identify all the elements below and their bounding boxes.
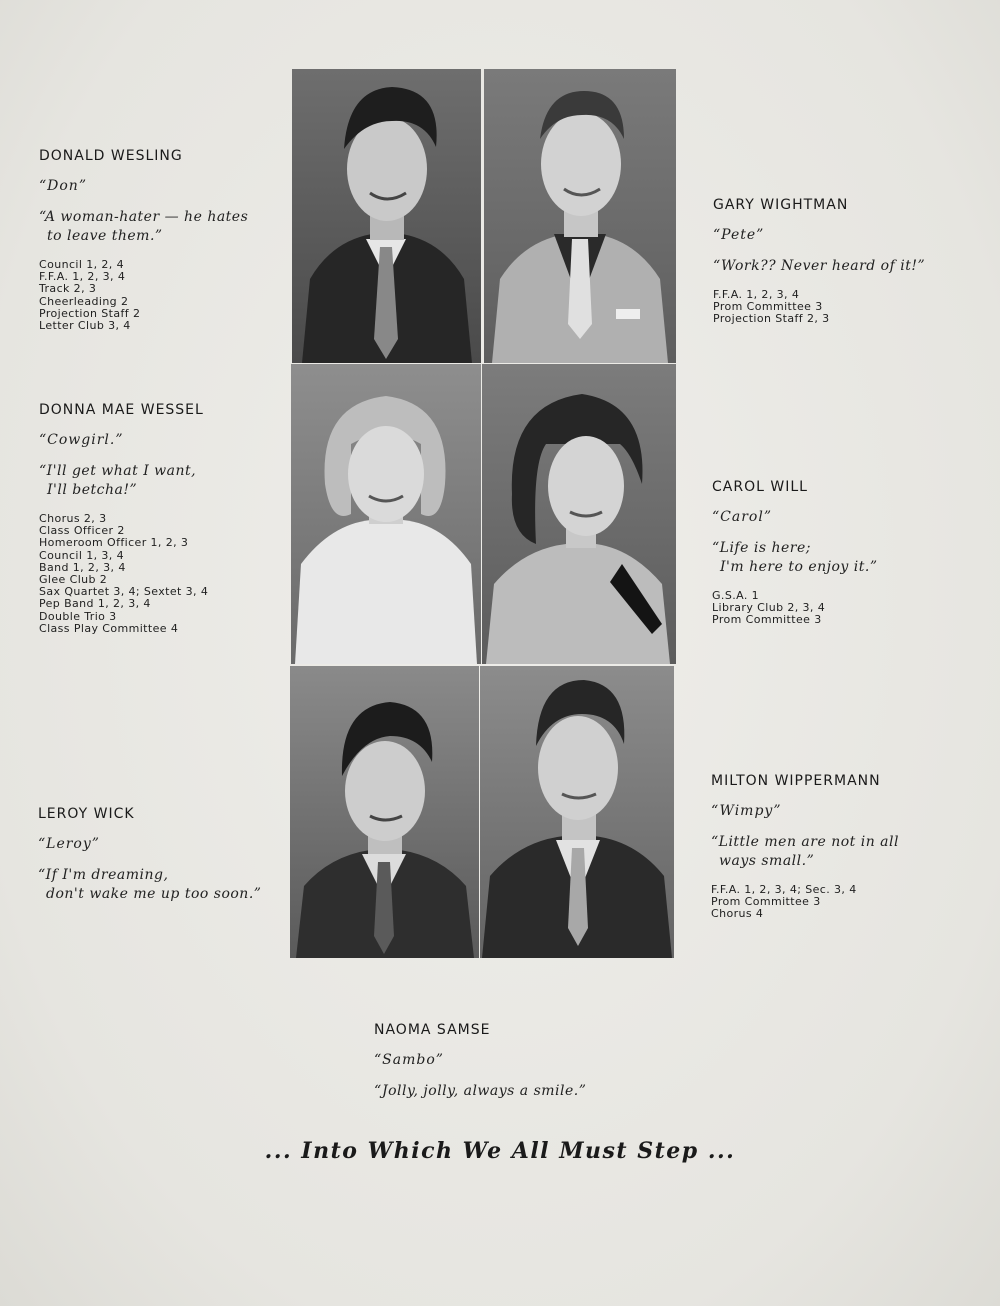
quote-line: “A woman-hater — he hates [39, 209, 249, 225]
student-quote [39, 462, 208, 500]
activity: F.F.A. 1, 2, 3, 4; Sec. 3, 4 [711, 883, 857, 896]
student-nickname: “Don” [39, 178, 87, 194]
activity: Cheerleading 2 [39, 294, 129, 308]
student-entry-naoma-samse [374, 1022, 586, 1101]
activity: Prom Committee 3 [712, 613, 822, 627]
student-activities [711, 884, 899, 921]
student-entry-donna-mae-wessel [39, 402, 208, 635]
activity: Sax Quartet 3, 4; Sextet 3, 4 [39, 585, 209, 599]
portrait-image [290, 666, 479, 958]
student-activities [713, 289, 925, 326]
quote-line: I'll betcha!” [47, 482, 138, 498]
portrait-photo-donna-mae-wessel [291, 364, 481, 664]
portrait-image [482, 364, 676, 664]
activity: Double Trio 3 [39, 609, 117, 623]
activity: Projection Staff 2, 3 [713, 312, 830, 326]
activity: F.F.A. 1, 2, 3, 4 [713, 288, 800, 301]
student-nickname: “Sambo” [374, 1052, 444, 1068]
student-activities [39, 259, 248, 332]
activity: Council 1, 3, 4 [39, 548, 124, 562]
portrait-image [292, 69, 481, 363]
activity: Class Play Committee 4 [39, 621, 179, 635]
portrait-image [291, 364, 481, 664]
student-name: MILTON WIPPERMANN [711, 773, 881, 789]
activity: Chorus 4 [711, 907, 764, 921]
activity: G.S.A. 1 [712, 589, 760, 602]
portrait-photo-gary-wightman [484, 69, 676, 363]
activity: Homeroom Officer 1, 2, 3 [39, 536, 189, 550]
student-quote [39, 208, 248, 246]
student-entry-gary-wightman [713, 197, 925, 326]
student-entry-donald-wesling [39, 148, 248, 332]
student-nickname: “Wimpy” [711, 803, 782, 819]
portrait-photo-donald-wesling [292, 69, 481, 363]
student-quote [38, 866, 261, 904]
student-nickname: “Carol” [712, 509, 772, 525]
student-name: CAROL WILL [712, 479, 808, 495]
activity: Prom Committee 3 [711, 895, 821, 909]
activity: Glee Club 2 [39, 573, 108, 587]
quote-line: “Jolly, jolly, always a smile.” [374, 1083, 587, 1099]
activity: Chorus 2, 3 [39, 512, 107, 525]
portrait-image [484, 69, 676, 363]
portrait-photo-milton-wippermann [480, 666, 674, 958]
portrait-image [480, 666, 674, 958]
quote-line: “Little men are not in all [711, 834, 899, 850]
activity: Prom Committee 3 [713, 300, 823, 314]
quote-line: ways small.” [719, 853, 815, 869]
student-nickname: “Leroy” [38, 836, 100, 852]
activity: Projection Staff 2 [39, 306, 141, 320]
student-entry-milton-wippermann [711, 773, 899, 921]
student-name: GARY WIGHTMAN [713, 197, 849, 213]
student-quote [713, 257, 925, 276]
portrait-photo-leroy-wick [290, 666, 479, 958]
quote-line: to leave them.” [47, 228, 163, 244]
portrait-photo-carol-will [482, 364, 676, 664]
student-nickname: “Pete” [713, 227, 765, 243]
quote-line: “Work?? Never heard of it!” [713, 258, 926, 274]
activity: F.F.A. 1, 2, 3, 4 [39, 270, 126, 284]
student-entry-leroy-wick [38, 806, 261, 904]
quote-line: “If I'm dreaming, [38, 867, 169, 883]
student-entry-carol-will [712, 479, 877, 627]
activity: Track 2, 3 [39, 282, 97, 296]
student-name: LEROY WICK [38, 806, 135, 822]
quote-line: “I'll get what I want, [39, 463, 197, 479]
activity: Class Officer 2 [39, 524, 125, 538]
student-activities [712, 590, 877, 627]
activity: Band 1, 2, 3, 4 [39, 560, 126, 574]
activity: Library Club 2, 3, 4 [712, 601, 826, 615]
student-name: NAOMA SAMSE [374, 1022, 491, 1038]
student-quote [712, 539, 877, 577]
activity: Letter Club 3, 4 [39, 319, 131, 333]
student-name: DONALD WESLING [39, 148, 183, 164]
student-quote [374, 1082, 586, 1101]
quote-line: I'm here to enjoy it.” [720, 559, 878, 575]
activity: Pep Band 1, 2, 3, 4 [39, 597, 151, 611]
student-quote [711, 833, 899, 871]
activity: Council 1, 2, 4 [39, 258, 124, 271]
student-name: DONNA MAE WESSEL [39, 402, 204, 418]
page-footer-caption: ... Into Which We All Must Step ... [264, 1138, 736, 1164]
student-nickname: “Cowgirl.” [39, 432, 124, 448]
quote-line: don't wake me up too soon.” [46, 886, 262, 902]
quote-line: “Life is here; [712, 540, 811, 556]
student-activities [39, 513, 208, 635]
